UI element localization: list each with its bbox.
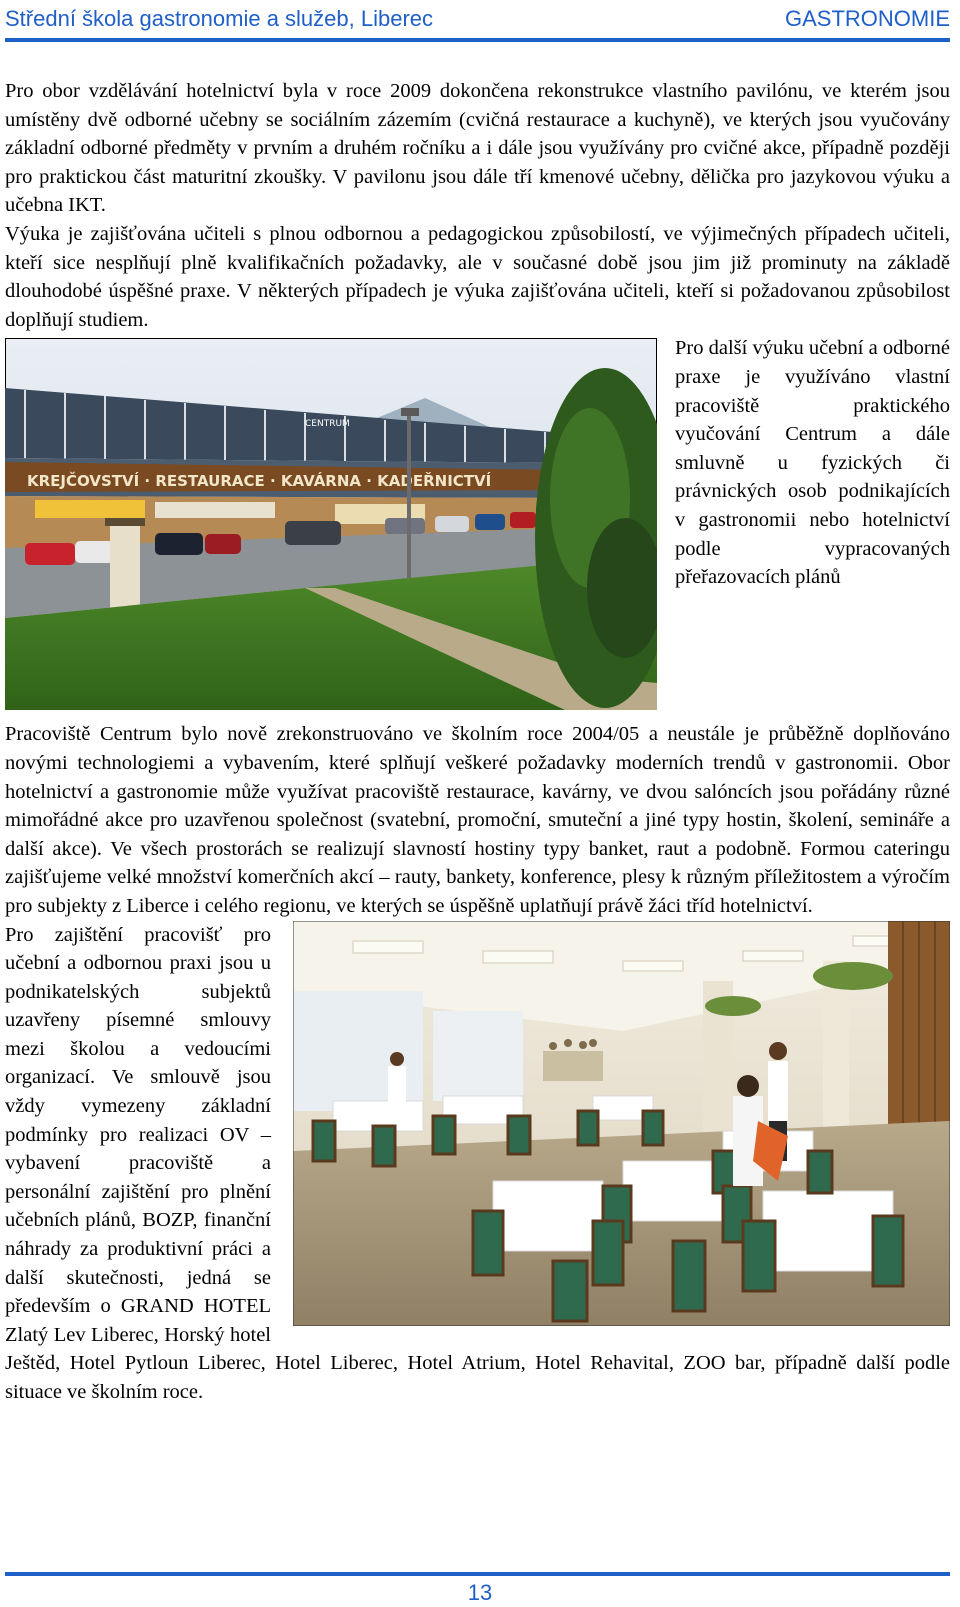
page-header <box>5 0 950 42</box>
section-name: GASTRONOMIE <box>784 6 950 31</box>
paragraph-centrum <box>5 720 950 920</box>
photo-centrum-building <box>5 338 657 710</box>
paragraph-teaching <box>5 220 950 334</box>
paragraph-pavilion: Pro obor vzdělávání hotelnictví byla v roce 2009 dokončena rekonstrukce vlastního pavilónu, ve kterém jsou umístěny dvě odborné učebny se sociálním zázemím (cvičná restaurace a kuchyně), ve kterých jsou vyučovány základní odborné předměty v prvním a druhém ročníku a i dále jsou využívány pro cvičné akce, případně později pro praktickou část maturitní zkoušky. V pavilonu jsou dále tří kmenové učebny, dělička pro jazykovou výuku a učebna IKT. <box>5 80 950 217</box>
page-number: 13 <box>467 1580 493 1605</box>
paragraph-contracts: Pro zajištění pracovišť pro učební a odbornou praxi jsou u podnikatelských subjektů uzavřeny písemné smlouvy mezi školou a vedoucími organizací. Ve smlouvě jsou vždy vymezeny základní podmínky pro realizaci OV – vybavení pracoviště a personální zajištění pro plnění učebních plánů, BOZP, finanční náhrady za produktivní práci a další skutečnosti, jedná se především o GRAND HOTEL Zlatý Lev Liberec, Horský hotel Ještěd, Hotel Pytloun Liberec, Hotel Liberec, Hotel Atrium, Hotel Rehavital, ZOO bar, případně další podle situace ve školním roce. <box>5 923 950 1403</box>
paragraph-centrum-text: Pracoviště Centrum bylo nově zrekonstruováno ve školním roce 2004/05 a neustále je průběžně doplňováno novými technologiemi a vybavením, které splňují veškeré požadavky moderních trendů v gastronomii. Obor hotelnictví a gastronomie může využívat pracoviště restaurace, kavárny, ve dvou salóncích jsou pořádány různé mimořádné akce pro uzavřenou společnost (svatební, promoční, smuteční a jiné typy hostin, školení, semináře a další akce). Ve všech prostorách se realizují slavností hostiny typy banket, raut a podobně. Formou cateringu zajišťujeme velké množství komerčních akcí – rauty, bankety, konference, plesy k různým příležitostem a výročím pro subjekty z Liberce i celého regionu, ve kterých se úspěšně uplatňují právě žáci tříd hotelnictví. <box>5 723 950 917</box>
building-sign-text: KREJČOVSTVÍ · RESTAURACE · KAVÁRNA · KADEŘNICTVÍ <box>27 472 492 491</box>
paragraph-teaching-text: Výuka je zajišťována učiteli s plnou odbornou a pedagogickou způsobilostí, ve výjimečných případech učiteli, kteří sice nesplňují plně kvalifikačních požadavky, ale v současné době jsou jim již prominuty na základě dlouhodobé úspěšné praxe. V některých případech je výuka zajišťována učiteli, kteří si požadovanou způsobilost doplňují studiem. <box>5 222 950 331</box>
document-body <box>5 77 950 1407</box>
building-sign-top: CENTRUM <box>305 419 350 430</box>
school-name: Střední škola gastronomie a služeb, Liberec <box>5 6 434 31</box>
paragraph-practice: Pro další výuku učební a odborné praxe je využíváno vlastní pracoviště praktického vyučování Centrum a dále smluvně u fyzických či právnických osob podnikajících v gastronomii nebo hotelnictví podle vypracovaných přeřazovacích plánů <box>675 337 950 589</box>
photo-restaurant-interior <box>293 921 950 1326</box>
footer-divider <box>5 1572 950 1576</box>
